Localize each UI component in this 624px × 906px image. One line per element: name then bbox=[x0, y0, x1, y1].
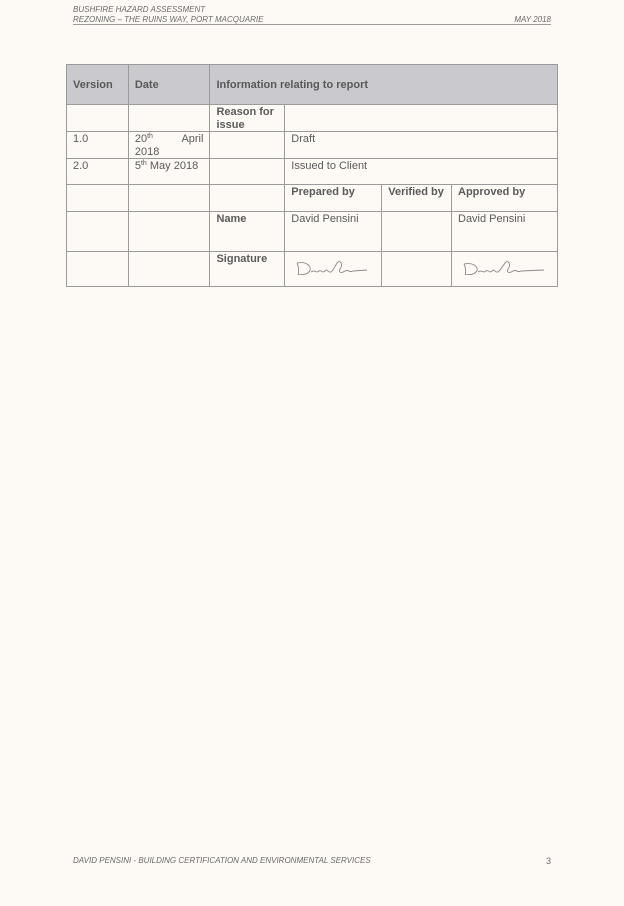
prepared-by-label: Prepared by bbox=[285, 185, 382, 212]
table-row bbox=[67, 185, 558, 212]
page-header bbox=[73, 5, 551, 25]
header-subtitle: REZONING – THE RUINS WAY, PORT MACQUARIE bbox=[73, 14, 264, 24]
table-header-row bbox=[67, 65, 558, 105]
date-cell: 20th April 2018 bbox=[128, 132, 210, 159]
verified-by-label: Verified by bbox=[382, 185, 452, 212]
signature-image bbox=[291, 257, 371, 279]
version-cell: 2.0 bbox=[67, 159, 129, 185]
date-cell: 5th May 2018 bbox=[128, 159, 210, 185]
page-footer bbox=[73, 856, 551, 866]
signature-image bbox=[458, 257, 548, 279]
header-title: BUSHFIRE HAZARD ASSESSMENT bbox=[73, 5, 206, 14]
table-row bbox=[67, 252, 558, 287]
table-row bbox=[67, 212, 558, 252]
reason-cell: Draft bbox=[285, 132, 558, 159]
col-info: Information relating to report bbox=[210, 65, 558, 105]
name-label: Name bbox=[210, 212, 285, 252]
prepared-signature bbox=[285, 252, 382, 287]
header-subtitle-row bbox=[73, 15, 551, 26]
table-row bbox=[67, 159, 558, 185]
table-row bbox=[67, 105, 558, 132]
prepared-name: David Pensini bbox=[285, 212, 382, 252]
signature-label: Signature bbox=[210, 252, 285, 287]
approved-signature bbox=[452, 252, 558, 287]
footer-company: DAVID PENSINI - BUILDING CERTIFICATION AND ENVIRONMENTAL SERVICES bbox=[73, 856, 371, 865]
col-date: Date bbox=[128, 65, 210, 105]
page-number: 3 bbox=[545, 856, 551, 866]
version-table bbox=[66, 64, 558, 287]
approved-by-label: Approved by bbox=[452, 185, 558, 212]
reason-label: Reason for issue bbox=[210, 105, 285, 132]
col-version: Version bbox=[67, 65, 129, 105]
version-cell: 1.0 bbox=[67, 132, 129, 159]
approved-name: David Pensini bbox=[452, 212, 558, 252]
header-date: MAY 2018 bbox=[514, 14, 551, 24]
table-row bbox=[67, 132, 558, 159]
reason-cell: Issued to Client bbox=[285, 159, 558, 185]
